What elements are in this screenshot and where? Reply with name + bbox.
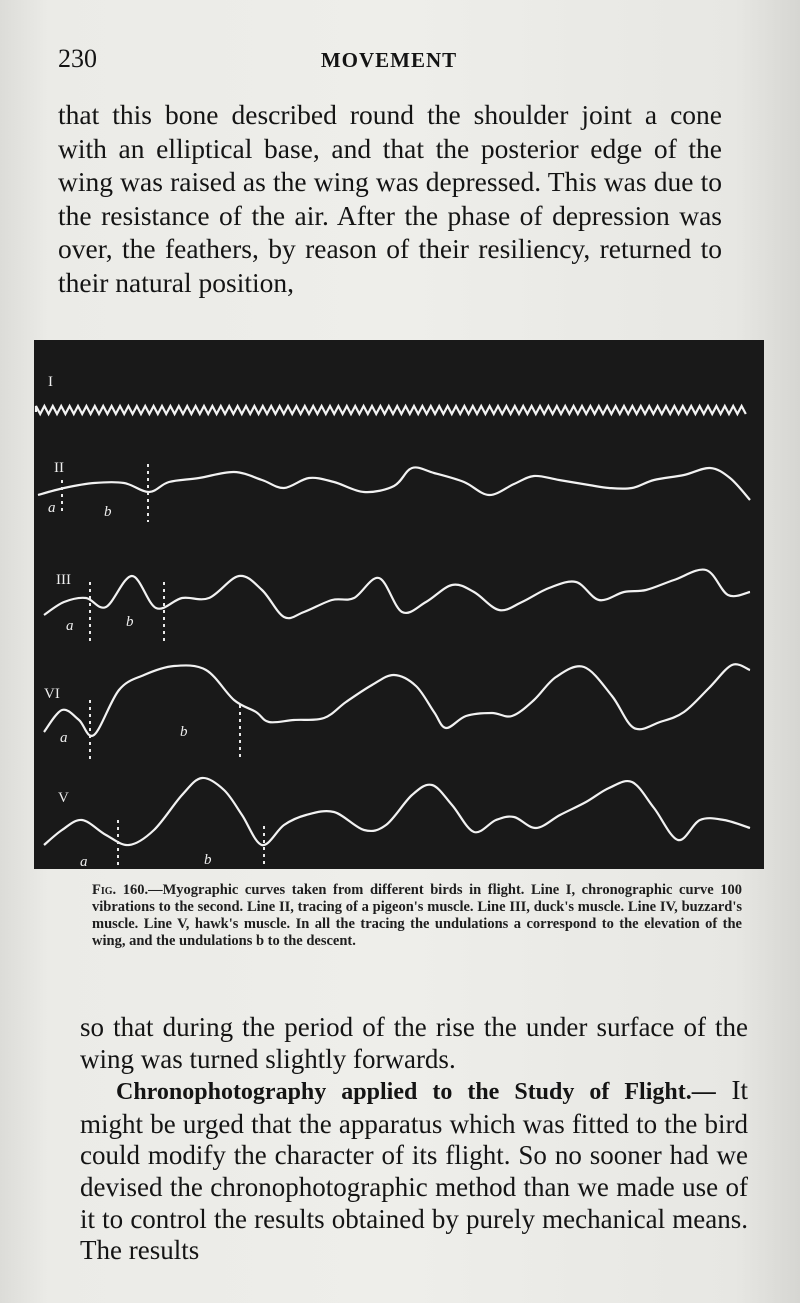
figure-caption <box>92 882 742 950</box>
undulation-label-a-4: a <box>60 730 68 746</box>
bottom-text <box>80 1012 748 1267</box>
undulation-label-b-3: b <box>126 614 134 630</box>
undulation-label-b-5: b <box>204 852 212 868</box>
pigeon-muscle-curve <box>38 467 750 500</box>
myograph-figure <box>34 340 764 869</box>
section-heading: Chronophotography applied to the Study of Flight.— <box>116 1079 716 1106</box>
undulation-label-b-4: b <box>180 724 188 740</box>
page-header <box>58 44 720 74</box>
duck-muscle-curve <box>44 570 750 619</box>
caption-text: —Myographic curves taken from different birds in flight. Line I, chronographic curve 100 vibrations to the second. Line II, tracing of a pigeon's muscle. Line III, duck's muscle. Line IV, buzzard's muscle. Line V, hawk's muscle. In all the tracing the undulations a correspond to the elevation of the wing, and the undulations b to the descent. <box>92 882 742 949</box>
figure-number: Fig. 160. <box>92 882 149 898</box>
line-label-1: I <box>48 374 53 390</box>
hawk-muscle-curve <box>44 778 750 845</box>
undulation-label-a-3: a <box>66 618 74 634</box>
line-label-4: VI <box>44 686 60 702</box>
myograph-traces <box>34 340 764 869</box>
buzzard-muscle-curve <box>44 664 750 736</box>
line-label-3: III <box>56 572 71 588</box>
top-paragraph: that this bone described round the shoulder joint a cone with an elliptical base, and that the posterior edge of the wing was raised as the wing was depressed. This was due to the resistance of the air. After the phase of depression was over, the feathers, by reason of their resiliency, returned to their natural position, <box>58 99 722 298</box>
line-label-5: V <box>58 790 69 806</box>
section-paragraph <box>80 1075 748 1267</box>
undulation-label-b-2: b <box>104 504 112 520</box>
chronograph-curve <box>36 406 746 414</box>
running-head: MOVEMENT <box>320 48 458 72</box>
continuation-paragraph: so that during the period of the rise the under surface of the wing was turned slightly forwards. <box>80 1012 748 1074</box>
section-text: It might be urged that the apparatus which was fitted to the bird could modify the character of its flight. So no sooner had we devised the chronophotographic method than we made use of it to control the results obtained by purely mechanical means. The results <box>80 1075 748 1266</box>
undulation-label-a-2: a <box>48 500 56 516</box>
undulation-label-a-5: a <box>80 854 88 869</box>
line-label-2: II <box>54 460 64 476</box>
page-number: 230 <box>58 44 97 73</box>
